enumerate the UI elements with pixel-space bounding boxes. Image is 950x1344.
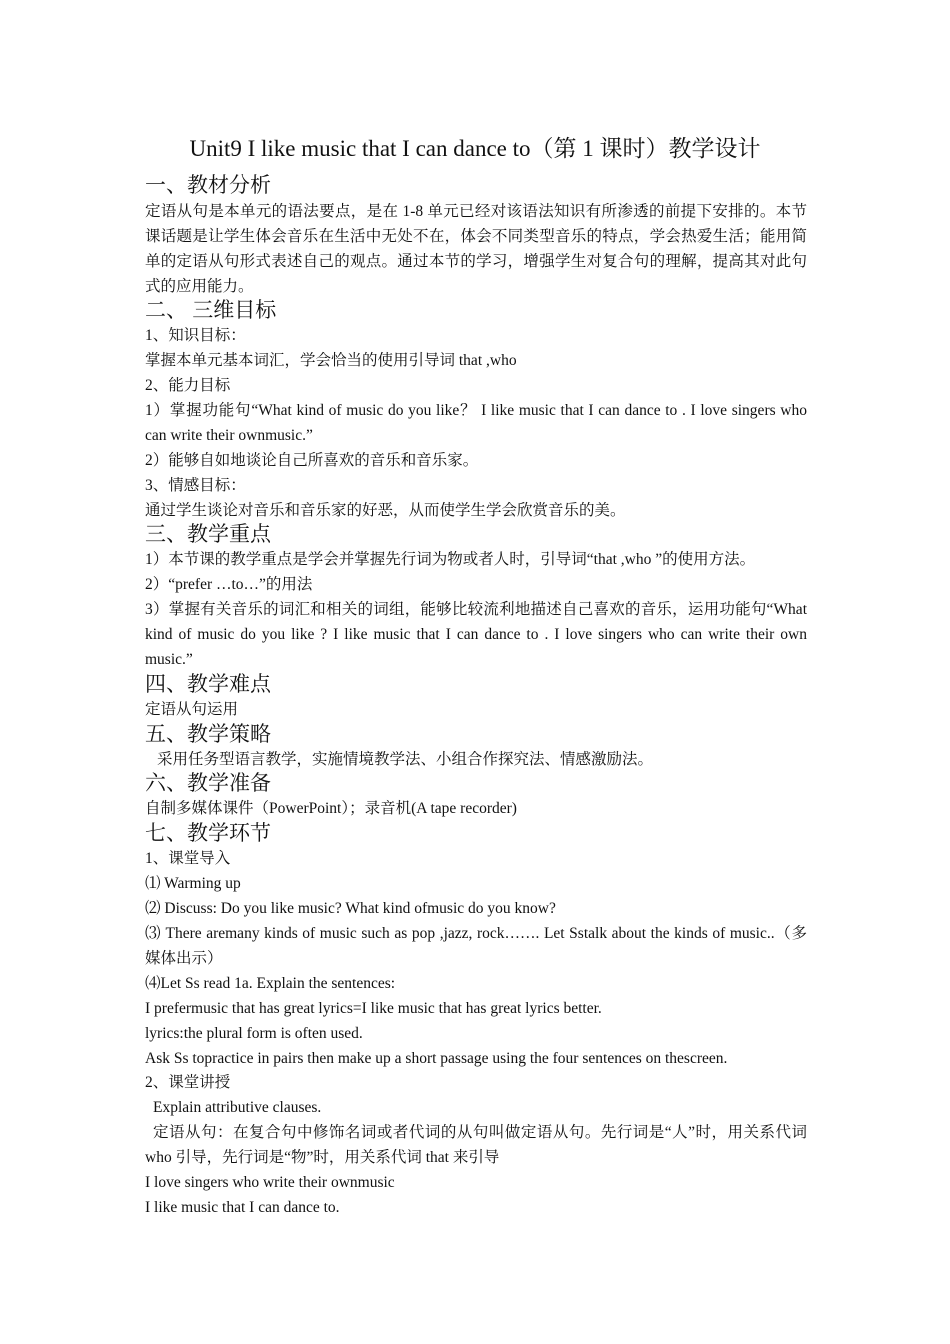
objective-ability-label: 2、能力目标 xyxy=(145,377,231,394)
procedure-step-1-label: 1、课堂导入 xyxy=(145,850,231,867)
procedure-lyrics-note: lyrics:the plural form is often used. xyxy=(145,1025,363,1042)
key-point-2: 2）“prefer …to…”的用法 xyxy=(145,576,313,593)
procedure-discuss: ⑵ Discuss: Do you like music? What kind ofmusic do you know? xyxy=(145,900,556,917)
objective-ability-item-2: 2）能够自如地谈论自己所喜欢的音乐和音乐家。 xyxy=(145,452,479,469)
objective-emotion-label: 3、情感目标： xyxy=(145,477,246,494)
procedure-warming-up: ⑴ Warming up xyxy=(145,875,241,892)
objective-ability-item-1: 1）掌握功能句“What kind of music do you like？ I like music that I can dance to . I love singers who can write their ownmusic.” xyxy=(145,402,807,444)
procedure-clause-definition: 定语从句：在复合句中修饰名词或者代词的从句叫做定语从句。先行词是“人”时，用关系代词 who 引导，先行词是“物”时，用关系代词 that 来引导 xyxy=(145,1124,807,1166)
document-title: Unit9 I like music that I can dance to（第 1 课时）教学设计 xyxy=(189,136,761,161)
objective-knowledge-label: 1、知识目标： xyxy=(145,327,246,344)
section-heading-analysis: 一、教材分析 xyxy=(145,173,271,197)
section-heading-strategy: 五、教学策略 xyxy=(145,722,271,746)
procedure-read-1a: ⑷Let Ss read 1a. Explain the sentences: xyxy=(145,975,396,992)
analysis-paragraph: 定语从句是本单元的语法要点，是在 1-8 单元已经对该语法知识有所渗透的前提下安排的。本节课话题是让学生体会音乐在生活中无处不在，体会不同类型音乐的特点，学会热爱生活；能用简单的定语从句形式表述自己的观点。通过本节的学习，增强学生对复合句的理解，提高其对此句式的应用能力。 xyxy=(145,203,807,295)
section-heading-preparation: 六、教学准备 xyxy=(145,771,271,795)
section-heading-procedure: 七、教学环节 xyxy=(145,821,271,845)
procedure-prefer-sentence: I prefermusic that has great lyrics=I like music that has great lyrics better. xyxy=(145,1000,602,1017)
procedure-kinds-of-music: ⑶ There aremany kinds of music such as pop ,jazz, rock……. Let Sstalk about the kinds of music..（多媒体出示） xyxy=(145,925,807,967)
section-heading-difficulty: 四、教学难点 xyxy=(145,672,271,696)
objective-emotion-text: 通过学生谈论对音乐和音乐家的好恶，从而使学生学会欣赏音乐的美。 xyxy=(145,502,626,519)
strategy-text: 采用任务型语言教学，实施情境教学法、小组合作探究法、情感激励法。 xyxy=(157,751,654,768)
key-point-1: 1）本节课的教学重点是学会并掌握先行词为物或者人时，引导词“that ,who ”的使用方法。 xyxy=(145,551,756,568)
procedure-step-2-label: 2、课堂讲授 xyxy=(145,1074,231,1091)
objective-knowledge-text: 掌握本单元基本词汇，学会恰当的使用引导词 that ,who xyxy=(145,352,517,369)
section-heading-objectives: 二、 三维目标 xyxy=(145,298,277,322)
procedure-example-that: I like music that I can dance to. xyxy=(145,1199,340,1216)
difficulty-text: 定语从句运用 xyxy=(145,701,239,718)
section-heading-key-points: 三、教学重点 xyxy=(145,522,271,546)
preparation-text: 自制多媒体课件（PowerPoint）；录音机(A tape recorder) xyxy=(145,800,517,817)
procedure-explain-clauses: Explain attributive clauses. xyxy=(153,1099,322,1116)
procedure-example-who: I love singers who write their ownmusic xyxy=(145,1174,395,1191)
procedure-pair-practice: Ask Ss topractice in pairs then make up a short passage using the four sentences on thescreen. xyxy=(145,1050,728,1067)
key-point-3: 3）掌握有关音乐的词汇和相关的词组，能够比较流利地描述自己喜欢的音乐，运用功能句“What kind of music do you like ? I like music that I can dance to . I love singers who can write their own music.” xyxy=(145,601,807,668)
